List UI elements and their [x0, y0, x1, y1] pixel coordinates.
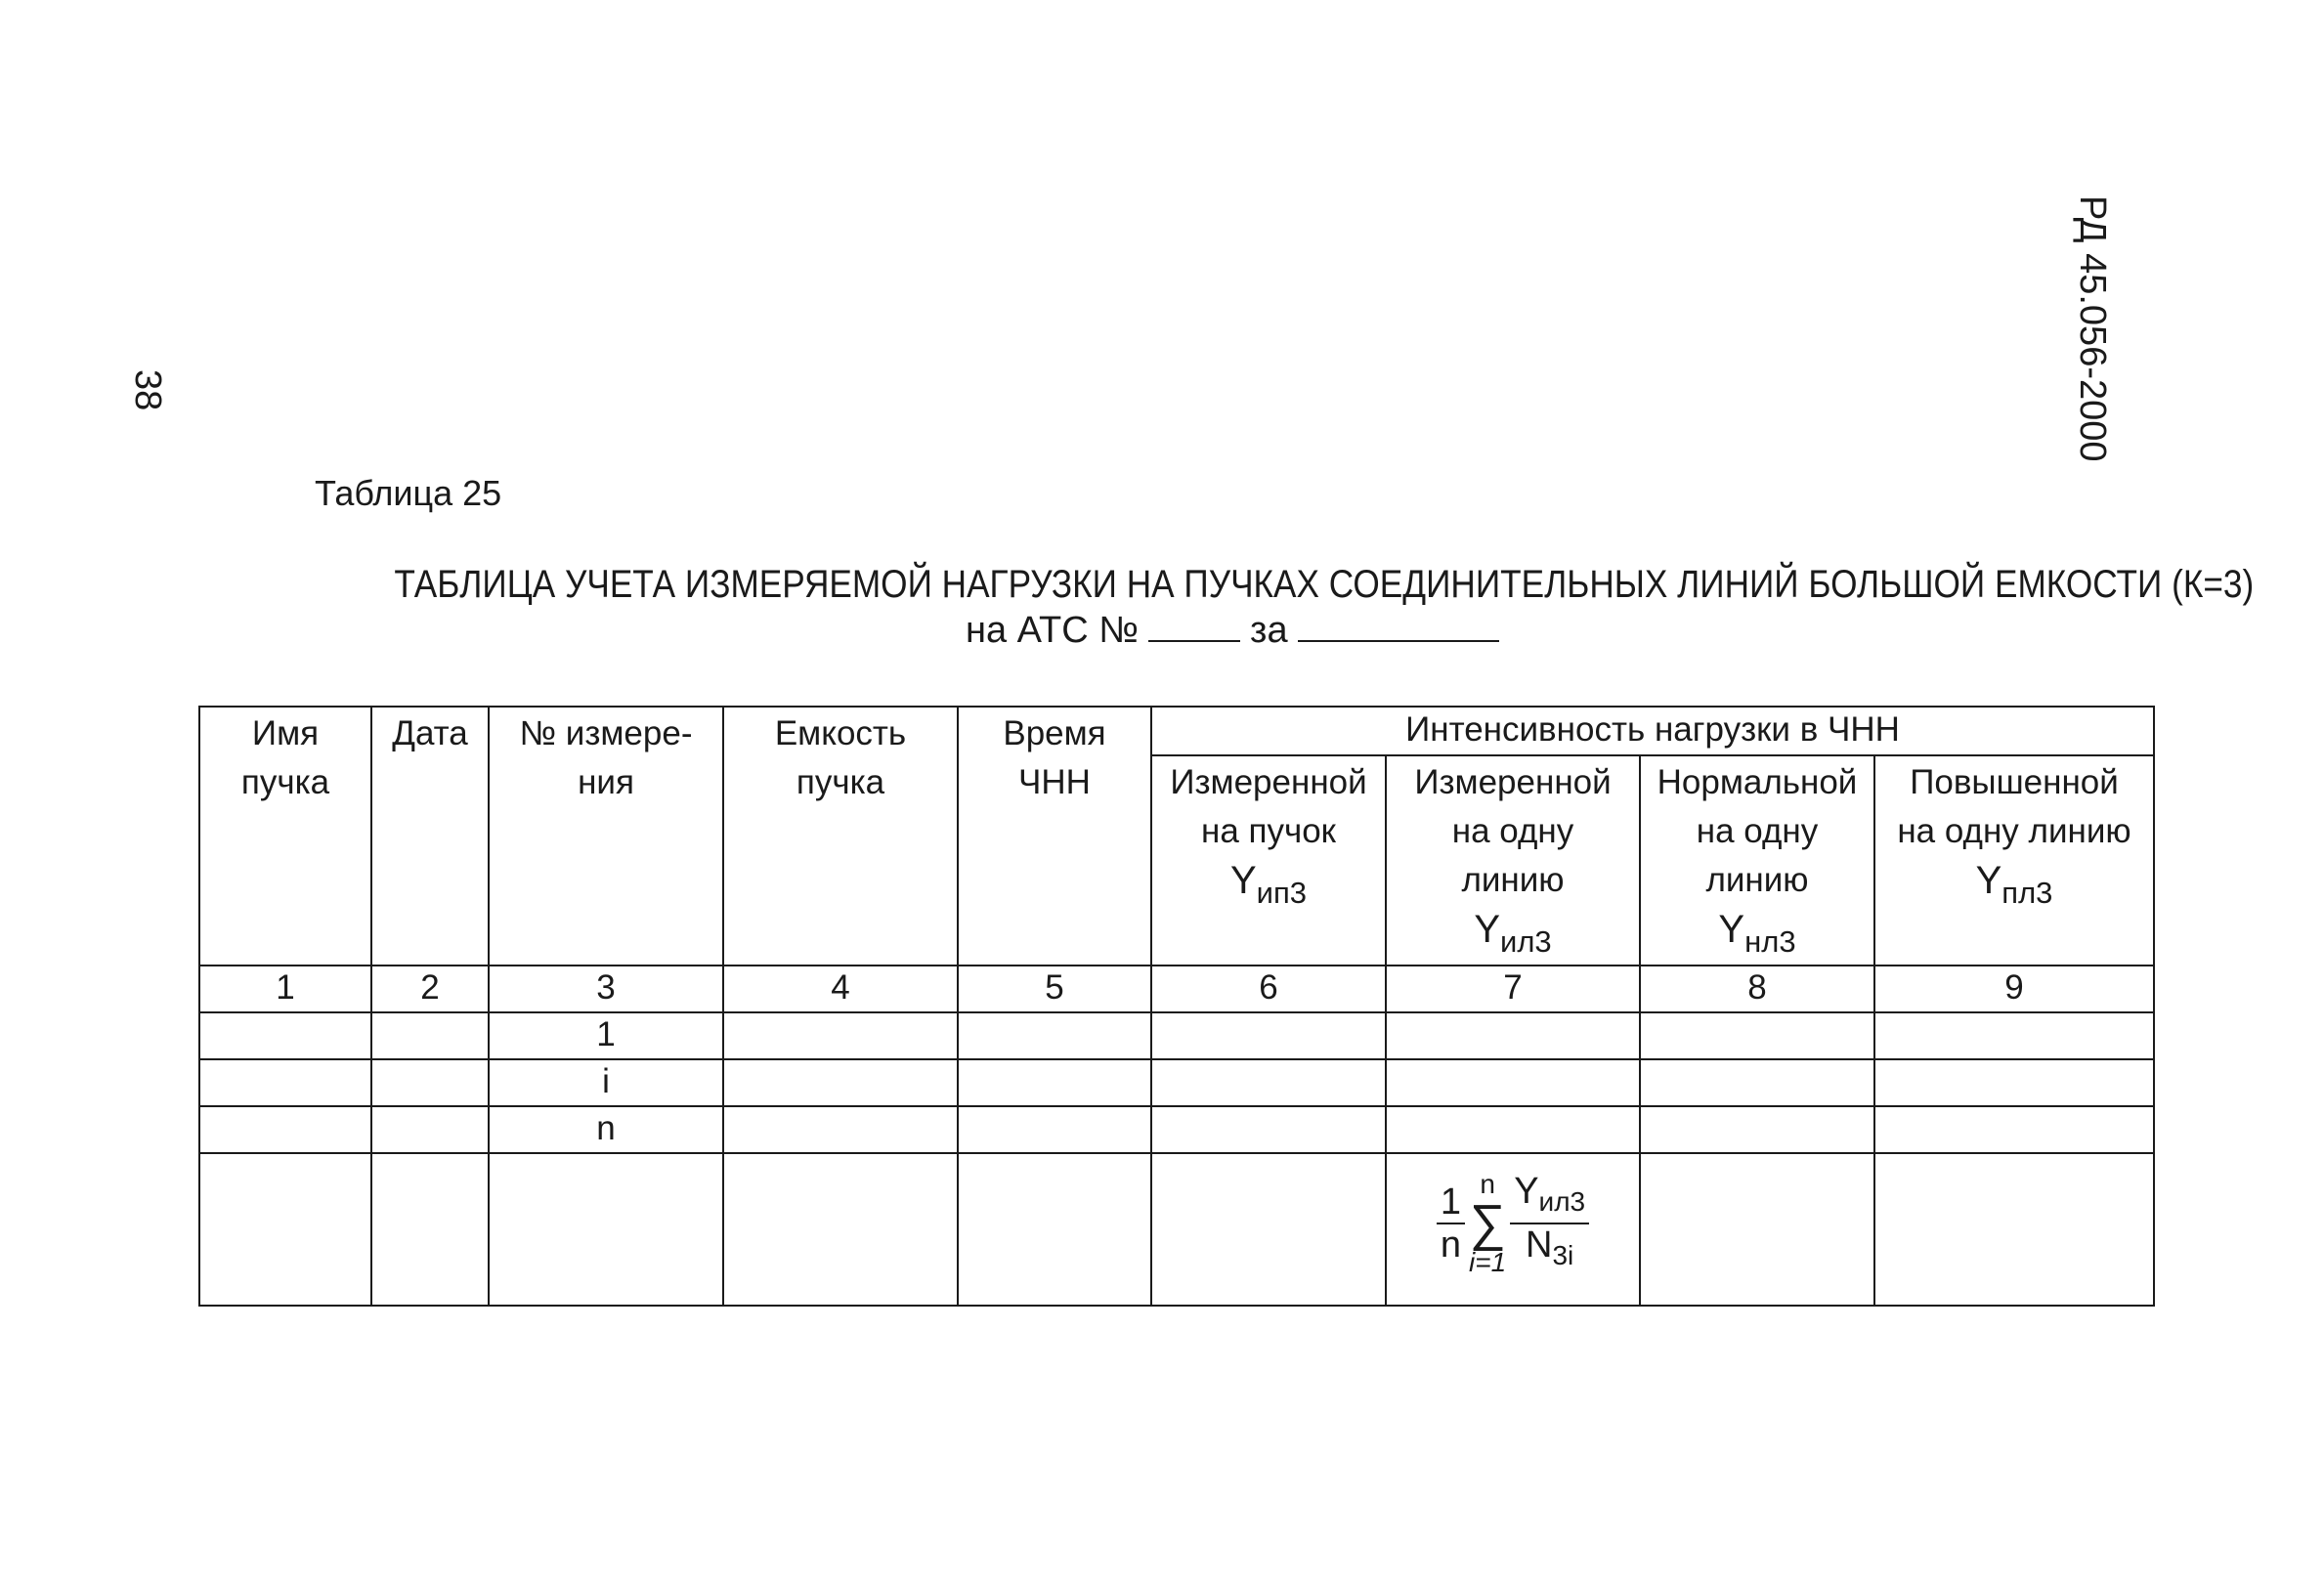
document-code: РД 45.056-2000 [2072, 195, 2113, 462]
quantity-symbol: $Y_{пл3}$ [1975, 859, 2053, 910]
header-line: линию [1705, 861, 1809, 899]
page-number: 38 [127, 369, 168, 411]
subtitle-prefix: на АТС № [966, 610, 1140, 651]
table-cell [723, 1106, 958, 1153]
table-cell [1386, 1012, 1640, 1059]
header-cell-bundle-name [199, 707, 371, 966]
header-line: пучка [796, 763, 885, 801]
header-line: Измеренной [1414, 763, 1612, 801]
header-cell-date [371, 707, 489, 966]
table-cell [1151, 1059, 1386, 1106]
header-line: на пучок [1201, 812, 1336, 850]
header-line: ния [578, 763, 634, 801]
table-row [199, 1106, 2154, 1153]
station-number-blank [1148, 611, 1240, 642]
column-number-row [199, 966, 2154, 1012]
average-row [199, 1153, 2154, 1306]
table-cell [723, 1059, 958, 1106]
header-line: Емкость [774, 714, 907, 752]
table-cell [199, 1106, 371, 1153]
load-accounting-table [198, 706, 2155, 1307]
table-row [199, 1012, 2154, 1059]
header-cell-load-intensity-group: Интенсивность нагрузки в ЧНН [1151, 707, 2154, 755]
table-cell [723, 1012, 958, 1059]
table-cell [1640, 1059, 1874, 1106]
table-cell [371, 1059, 489, 1106]
header-line: пучка [240, 763, 330, 801]
table-row [199, 1059, 2154, 1106]
coefficient-fraction: $\frac{1}{n}$ [1437, 1181, 1465, 1266]
table-subtitle [966, 610, 1499, 652]
row-label: 1 [489, 1012, 723, 1059]
header-cell-normal-per-line [1640, 755, 1874, 966]
table-label: Таблица 25 [315, 473, 502, 513]
table-cell [1386, 1106, 1640, 1153]
table-cell [1151, 1153, 1386, 1306]
table-cell [199, 1059, 371, 1106]
average-formula-cell [1386, 1153, 1640, 1306]
table-cell [1640, 1012, 1874, 1059]
header-cell-bundle-capacity [723, 707, 958, 966]
header-line: на одну [1696, 812, 1819, 850]
table-cell [1151, 1106, 1386, 1153]
header-line: Измеренной [1170, 763, 1367, 801]
table-cell [199, 1153, 371, 1306]
table-cell [1640, 1106, 1874, 1153]
table-cell [371, 1153, 489, 1306]
column-number: 1 [199, 966, 371, 1012]
column-number: 3 [489, 966, 723, 1012]
header-line: № измере- [519, 714, 693, 752]
table-cell [958, 1106, 1151, 1153]
quantity-symbol: $Y_{ил3}$ [1474, 908, 1552, 959]
column-number: 4 [723, 966, 958, 1012]
header-cell-measurement-number [489, 707, 723, 966]
table-cell [1151, 1012, 1386, 1059]
table-cell [371, 1106, 489, 1153]
header-line: Дата [392, 714, 468, 752]
quantity-symbol: $Y_{нл3}$ [1718, 908, 1796, 959]
row-label: n [489, 1106, 723, 1153]
column-number: 8 [1640, 966, 1874, 1012]
table-cell [1874, 1059, 2154, 1106]
average-formula [1437, 1170, 1589, 1277]
column-number: 5 [958, 966, 1151, 1012]
table-cell [1874, 1012, 2154, 1059]
period-blank [1298, 611, 1499, 642]
column-number: 9 [1874, 966, 2154, 1012]
table-cell [958, 1059, 1151, 1106]
table-cell [723, 1153, 958, 1306]
table-cell [1874, 1153, 2154, 1306]
table-cell [958, 1153, 1151, 1306]
header-cell-increased-per-line [1874, 755, 2154, 966]
summation: n ∑ i=1 [1469, 1169, 1507, 1277]
table-cell [958, 1012, 1151, 1059]
header-line: ЧНН [1018, 763, 1091, 801]
header-line: Нормальной [1657, 763, 1858, 801]
subtitle-middle: за [1250, 610, 1288, 651]
header-line: на одну линию [1897, 812, 2131, 850]
header-cell-measured-per-bundle [1151, 755, 1386, 966]
table-cell [1386, 1059, 1640, 1106]
ratio-fraction: $\frac{Y_{ил3}}{N_{3i}}$ [1510, 1171, 1589, 1276]
table-cell [1874, 1106, 2154, 1153]
header-line: линию [1461, 861, 1565, 899]
table-cell [371, 1012, 489, 1059]
table-cell [1640, 1153, 1874, 1306]
header-cell-measured-per-line [1386, 755, 1640, 966]
table-cell [489, 1153, 723, 1306]
table-cell [199, 1012, 371, 1059]
header-line: Время [1003, 714, 1106, 752]
header-line: на одну [1451, 812, 1574, 850]
column-number: 7 [1386, 966, 1640, 1012]
row-label: i [489, 1059, 723, 1106]
header-cell-busy-hour-time [958, 707, 1151, 966]
header-line: Имя [251, 714, 320, 752]
table-title: ТАБЛИЦА УЧЕТА ИЗМЕРЯЕМОЙ НАГРУЗКИ НА ПУЧКАХ СОЕДИНИТЕЛЬНЫХ ЛИНИЙ БОЛЬШОЙ ЕМКОСТИ (К=3) [394, 563, 2255, 606]
column-number: 2 [371, 966, 489, 1012]
quantity-symbol: $Y_{ип3}$ [1229, 859, 1308, 910]
header-line: Повышенной [1910, 763, 2119, 801]
column-number: 6 [1151, 966, 1386, 1012]
